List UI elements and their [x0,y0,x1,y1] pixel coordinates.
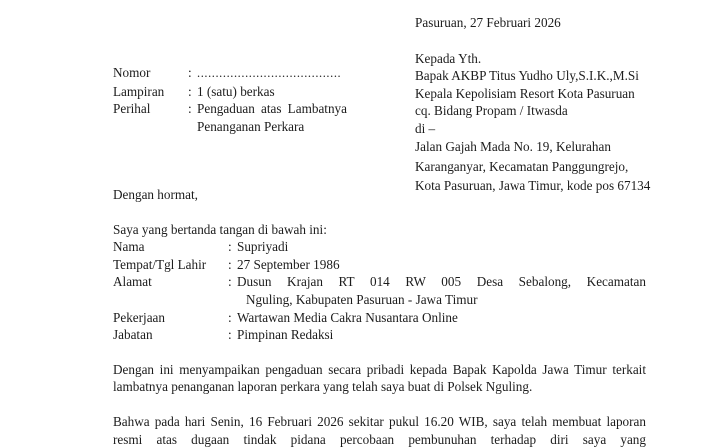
identity-row-tempat-tgl-lahir [113,256,646,274]
recipient-block [415,14,707,196]
recipient-address-line-3: Kota Pasuruan, Jawa Timur, kode pos 67134 [415,178,651,193]
reference-value-perihal-continuation: Penanganan Perkara [197,118,305,134]
letter-body [113,186,646,448]
identity-colon-nama: : [228,239,232,255]
reference-label-nomor: Nomor [113,65,151,80]
recipient-name: Bapak AKBP Titus Yudho Uly,S.I.K.,M.Si [415,68,639,83]
identity-colon-alamat: : [228,274,232,290]
identity-label-tempat-tgl-lahir: Tempat/Tgl Lahir [113,256,207,272]
identity-colon-pekerjaan: : [228,309,232,325]
identity-row-pekerjaan [113,309,646,327]
identity-value-alamat-continuation: Nguling, Kabupaten Pasuruan - Jawa Timur [246,291,478,307]
reference-colon-lampiran: : [188,83,192,99]
reference-label-lampiran: Lampiran [113,83,165,99]
identity-table [113,238,646,344]
identity-colon-tempat-tgl-lahir: : [228,256,232,272]
recipient-address-line-2: Karanganyar, Kecamatan Panggungrejo, [415,158,629,174]
recipient-position: Kepala Kepolisiam Resort Kota Pasuruan [415,85,635,101]
identity-label-alamat: Alamat [113,274,152,290]
dotted-leader: ....................................... [197,66,342,80]
reference-row-lampiran [113,83,347,101]
reference-row-perihal [113,100,347,118]
identity-label-pekerjaan: Pekerjaan [113,309,165,325]
reference-label-perihal: Perihal [113,101,151,116]
recipient-attention: Kepada Yth. [415,50,482,66]
identity-value-tempat-tgl-lahir: 27 September 1986 [237,256,340,272]
body-paragraph-2: Bahwa pada hari Senin, 16 Februari 2026 sekitar pukul 16.20 WIB, saya telah membuat laporan resmi atas dugaan tindak pidana percobaan pembunuhan terhadap diri saya yang [113,413,646,447]
identity-value-nama: Supriyadi [237,239,289,255]
identity-row-nama [113,238,646,256]
reference-value-perihal: Pengaduan atas Lambatnya [197,101,347,116]
identity-label-nama: Nama [113,239,145,255]
recipient-address-line-1: Jalan Gajah Mada No. 19, Kelurahan [415,139,611,154]
identity-row-alamat [113,273,646,291]
salutation: Dengan hormat, [113,187,198,202]
identity-value-alamat: Dusun Krajan RT 014 RW 005 Desa Sebalong, Kecamatan [237,274,646,290]
identity-value-jabatan: Pimpinan Redaksi [237,327,334,343]
reference-colon-perihal: : [188,101,192,116]
letter-reference-block [113,64,347,135]
body-paragraph-1: Dengan ini menyampaikan pengaduan secara pribadi kepada Bapak Kapolda Jawa Timur terkait lambatnya penanganan laporan perkara yang telah saya buat di Polsek Nguling. [113,361,646,395]
reference-value-lampiran: 1 (satu) berkas [197,83,275,99]
identity-intro: Saya yang bertanda tangan di bawah ini: [113,221,327,237]
reference-row-nomor [113,64,347,83]
identity-colon-jabatan: : [228,327,232,343]
identity-label-jabatan: Jabatan [113,327,153,343]
recipient-at: di – [415,120,436,136]
reference-value-nomor [197,64,347,83]
identity-row-jabatan [113,326,646,344]
recipient-care-of: cq. Bidang Propam / Itwasda [415,103,568,118]
identity-value-pekerjaan: Wartawan Media Cakra Nusantara Online [237,309,458,325]
place-and-date: Pasuruan, 27 Februari 2026 [415,15,561,30]
reference-colon-nomor: : [188,65,192,80]
